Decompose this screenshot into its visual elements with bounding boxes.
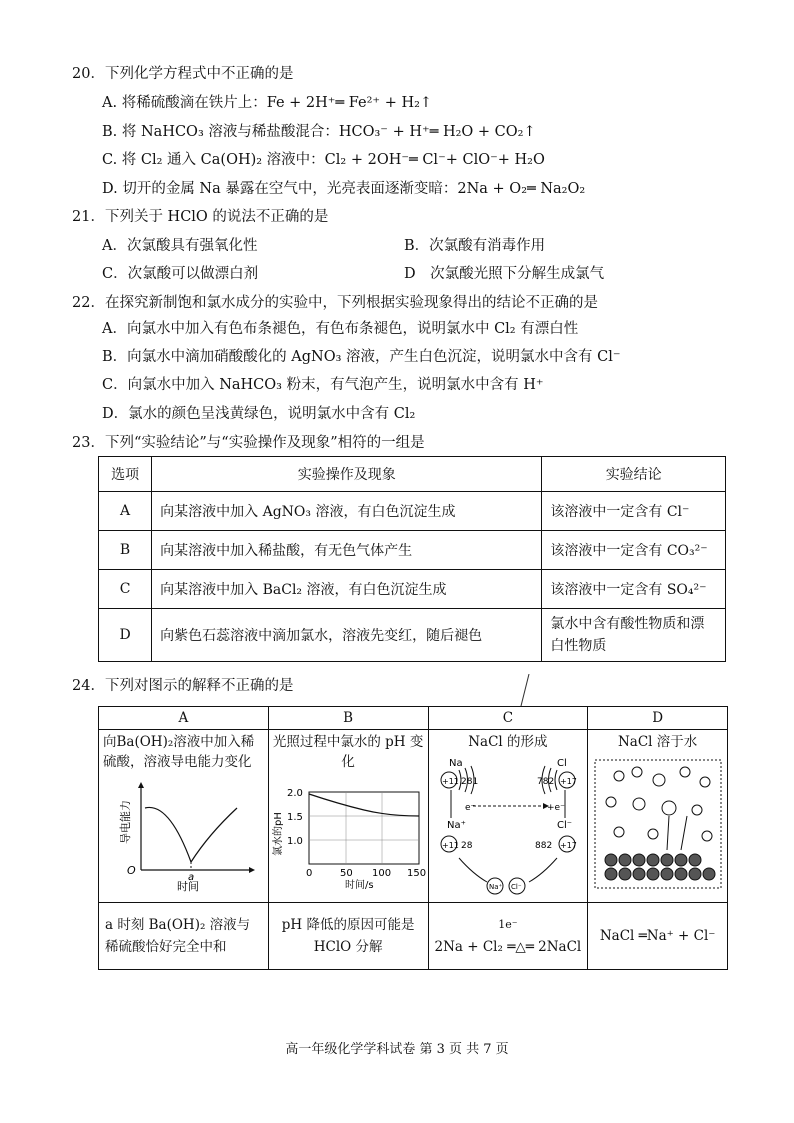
row-conclusion: 该溶液中一定含有 CO₃²⁻ bbox=[542, 531, 726, 570]
table-row bbox=[99, 570, 726, 609]
row-operation: 向某溶液中加入 BaCl₂ 溶液，有白色沉淀生成 bbox=[152, 570, 542, 609]
q23-table bbox=[98, 456, 726, 662]
header-d: D bbox=[588, 707, 728, 730]
na-ion-result: Na⁺ bbox=[488, 883, 503, 891]
table-header-row bbox=[99, 457, 726, 492]
cl-core: +17 bbox=[559, 777, 577, 786]
cell-a bbox=[99, 730, 269, 903]
cl-shells: 782 bbox=[536, 777, 555, 787]
row-conclusion: 该溶液中一定含有 Cl⁻ bbox=[542, 492, 726, 531]
na-shells: 281 bbox=[460, 777, 479, 787]
xtick: 100 bbox=[372, 868, 392, 879]
explanation-b: pH 降低的原因可能是 HClO 分解 bbox=[268, 903, 428, 970]
cell-d bbox=[588, 730, 728, 903]
row-option: C bbox=[99, 570, 152, 609]
figure-b-title: 光照过程中氯水的 pH 变化 bbox=[272, 734, 424, 770]
q21-stem: 21．下列关于 HClO 的说法不正确的是 bbox=[72, 209, 329, 225]
xtick: 0 bbox=[306, 868, 313, 879]
q21-option-b: B．次氯酸有消毒作用 bbox=[404, 238, 546, 254]
q21-option-d: D 次氯酸光照下分解生成氯气 bbox=[404, 266, 605, 282]
row-operation: 向紫色石蕊溶液中滴加氯水，溶液先变红，随后褪色 bbox=[152, 609, 542, 662]
header-option: 选项 bbox=[99, 457, 152, 492]
q23-stem: 23．下列“实验结论”与“实验操作及现象”相符的一组是 bbox=[72, 435, 425, 451]
ytick: 1.5 bbox=[287, 812, 304, 823]
table-header-row bbox=[99, 707, 728, 730]
explanation-d: NaCl ═Na⁺ + Cl⁻ bbox=[588, 903, 728, 970]
q24-stem: 24．下列对图示的解释不正确的是 bbox=[72, 678, 294, 694]
electron-label: e⁻ bbox=[464, 803, 476, 813]
na-ion-shells: 28 bbox=[460, 841, 473, 851]
q20-option-d: D. 切开的金属 Na 暴露在空气中，光亮表面逐渐变暗：2Na + O₂═ Na₂O₂ bbox=[102, 181, 586, 197]
na-ion-core: +11 bbox=[441, 841, 459, 850]
point-a-label: a bbox=[188, 872, 195, 883]
explanation-a: a 时刻 Ba(OH)₂ 溶液与稀硫酸恰好完全中和 bbox=[99, 903, 269, 970]
figure-row bbox=[99, 730, 728, 903]
cl-ion-result: Cl⁻ bbox=[510, 883, 522, 891]
q24-table bbox=[98, 706, 728, 970]
row-operation: 向某溶液中加入 AgNO₃ 溶液，有白色沉淀生成 bbox=[152, 492, 542, 531]
page-footer: 高一年级化学学科试卷 第 3 页 共 7 页 bbox=[285, 1042, 509, 1057]
na-core: +11 bbox=[441, 777, 459, 786]
q20-option-a: A. 将稀硫酸滴在铁片上：Fe + 2H⁺═ Fe²⁺ + H₂↑ bbox=[102, 95, 433, 111]
origin-label: O bbox=[127, 864, 137, 877]
cell-b bbox=[268, 730, 428, 903]
explanation-row bbox=[99, 903, 728, 970]
electron-gain-label: +e⁻ bbox=[546, 803, 565, 813]
ph-axis-label: 氯水的pH bbox=[273, 812, 285, 856]
cell-c bbox=[428, 730, 588, 903]
nacl-formation-diagram bbox=[429, 754, 587, 898]
q22-stem: 22．在探究新制饱和氯水成分的实验中，下列根据实验现象得出的结论不正确的是 bbox=[72, 295, 598, 311]
xtick: 150 bbox=[407, 868, 427, 879]
q22-option-d: D．氯水的颜色呈浅黄绿色，说明氯水中含有 Cl₂ bbox=[102, 406, 416, 422]
header-conclusion: 实验结论 bbox=[542, 457, 726, 492]
row-conclusion: 氯水中含有酸性物质和漂白性物质 bbox=[542, 609, 726, 662]
ytick: 1.0 bbox=[287, 836, 304, 847]
reaction-equation: 2Na + Cl₂ ═△═ 2NaCl bbox=[434, 939, 582, 955]
q20-stem: 20．下列化学方程式中不正确的是 bbox=[72, 66, 294, 82]
header-operation: 实验操作及现象 bbox=[152, 457, 542, 492]
row-operation: 向某溶液中加入稀盐酸，有无色气体产生 bbox=[152, 531, 542, 570]
explanation-c bbox=[428, 903, 588, 970]
table-row bbox=[99, 531, 726, 570]
time-axis-label: 时间 bbox=[177, 880, 200, 893]
row-option: B bbox=[99, 531, 152, 570]
figure-a-title: 向Ba(OH)₂溶液中加入稀硫酸，溶液导电能力变化 bbox=[103, 734, 255, 770]
row-conclusion: 该溶液中一定含有 SO₄²⁻ bbox=[542, 570, 726, 609]
ph-chart bbox=[269, 774, 427, 894]
conductivity-chart bbox=[99, 774, 267, 894]
ytick: 2.0 bbox=[287, 788, 304, 799]
na-symbol: Na bbox=[448, 758, 463, 769]
q22-option-c: C．向氯水中加入 NaHCO₃ 粉末，有气泡产生，说明氯水中含有 H⁺ bbox=[102, 377, 544, 393]
stray-line bbox=[515, 674, 535, 708]
header-b: B bbox=[268, 707, 428, 730]
header-c: C bbox=[428, 707, 588, 730]
header-a: A bbox=[99, 707, 269, 730]
q22-option-a: A．向氯水中加入有色布条褪色，有色布条褪色，说明氯水中 Cl₂ 有漂白性 bbox=[102, 321, 579, 337]
xtick: 50 bbox=[340, 868, 353, 879]
figure-c-title: NaCl 的形成 bbox=[468, 734, 548, 750]
q21-option-c: C．次氯酸可以做漂白剂 bbox=[102, 266, 259, 282]
na-ion-symbol: Na⁺ bbox=[446, 820, 466, 831]
table-row bbox=[99, 609, 726, 662]
row-option: D bbox=[99, 609, 152, 662]
transfer-label: 1e⁻ bbox=[498, 918, 518, 931]
q20-option-b: B. 将 NaHCO₃ 溶液与稀盐酸混合：HCO₃⁻ + H⁺═ H₂O + CO₂↑ bbox=[102, 124, 536, 140]
cl-symbol: Cl bbox=[556, 758, 567, 769]
q21-option-a: A．次氯酸具有强氧化性 bbox=[102, 238, 258, 254]
q20-option-c: C. 将 Cl₂ 通入 Ca(OH)₂ 溶液中：Cl₂ + 2OH⁻═ Cl⁻+ ClO⁻+ H₂O bbox=[102, 152, 545, 168]
table-row bbox=[99, 492, 726, 531]
cl-ion-symbol: Cl⁻ bbox=[556, 820, 572, 831]
q22-option-b: B．向氯水中滴加硝酸酸化的 AgNO₃ 溶液，产生白色沉淀，说明氯水中含有 Cl⁻ bbox=[102, 349, 621, 365]
nacl-dissolving-diagram bbox=[589, 754, 727, 894]
row-option: A bbox=[99, 492, 152, 531]
figure-d-title: NaCl 溶于水 bbox=[617, 734, 698, 750]
cl-ion-core: +17 bbox=[559, 841, 577, 850]
cl-ion-shells: 882 bbox=[534, 841, 553, 851]
time-axis-label: 时间/s bbox=[345, 880, 374, 891]
conductivity-axis-label: 导电能力 bbox=[119, 800, 133, 844]
